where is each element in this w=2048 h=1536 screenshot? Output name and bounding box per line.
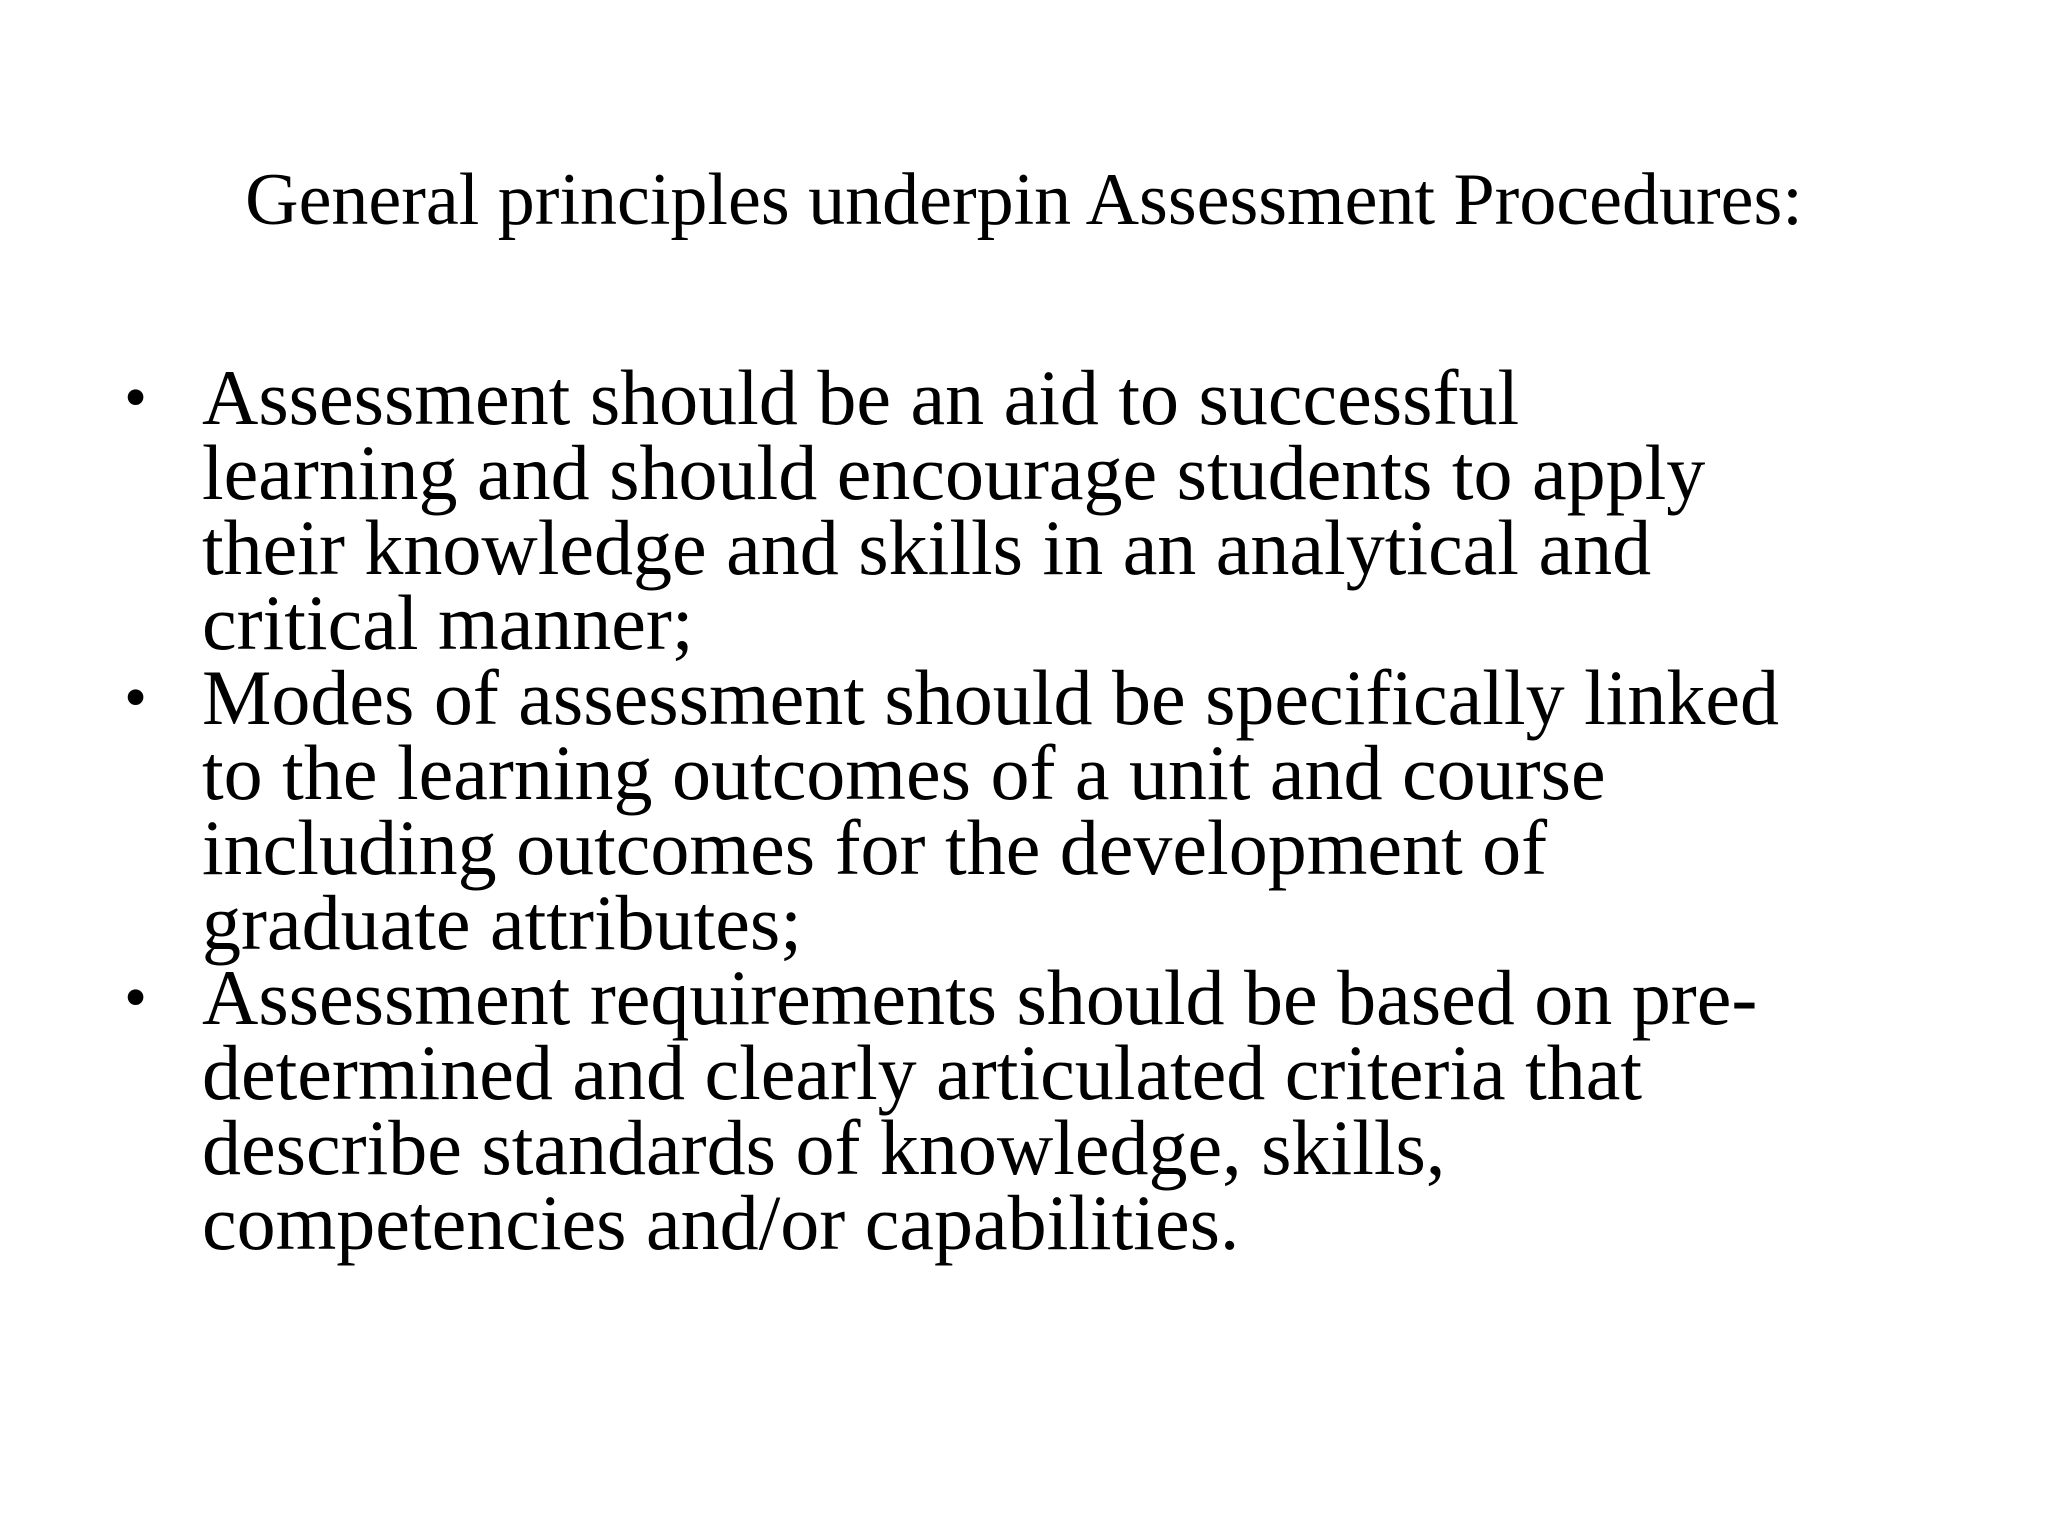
bullet-text-line: critical manner; bbox=[202, 579, 694, 666]
bullet-text-line: Assessment requirements should be based on pre- bbox=[202, 954, 1758, 1041]
bullet-text-line: including outcomes for the development of bbox=[202, 804, 1548, 891]
bullet-item-3 bbox=[124, 954, 1944, 1266]
bullet-item-2 bbox=[124, 654, 1944, 966]
bullet-text-line: to the learning outcomes of a unit and course bbox=[202, 729, 1606, 816]
bullet-text-line: graduate attributes; bbox=[202, 879, 802, 966]
slide-title: General principles underpin Assessment Procedures: bbox=[245, 159, 1803, 241]
bullet-text-line: describe standards of knowledge, skills, bbox=[202, 1104, 1446, 1191]
bullet-text-line: Assessment should be an aid to successful bbox=[202, 354, 1520, 441]
bullet-text-line: Modes of assessment should be specifically linked bbox=[202, 654, 1780, 741]
bullet-dot-icon: • bbox=[124, 961, 148, 1034]
bullet-list bbox=[124, 354, 1944, 1266]
bullet-dot-icon: • bbox=[124, 361, 148, 434]
bullet-text-line: competencies and/or capabilities. bbox=[202, 1179, 1240, 1266]
bullet-text-line: their knowledge and skills in an analytical and bbox=[202, 504, 1652, 591]
bullet-text-line: learning and should encourage students to apply bbox=[202, 429, 1706, 516]
bullet-item-1 bbox=[124, 354, 1944, 666]
bullet-text-line: determined and clearly articulated criteria that bbox=[202, 1029, 1643, 1116]
bullet-dot-icon: • bbox=[124, 661, 148, 734]
